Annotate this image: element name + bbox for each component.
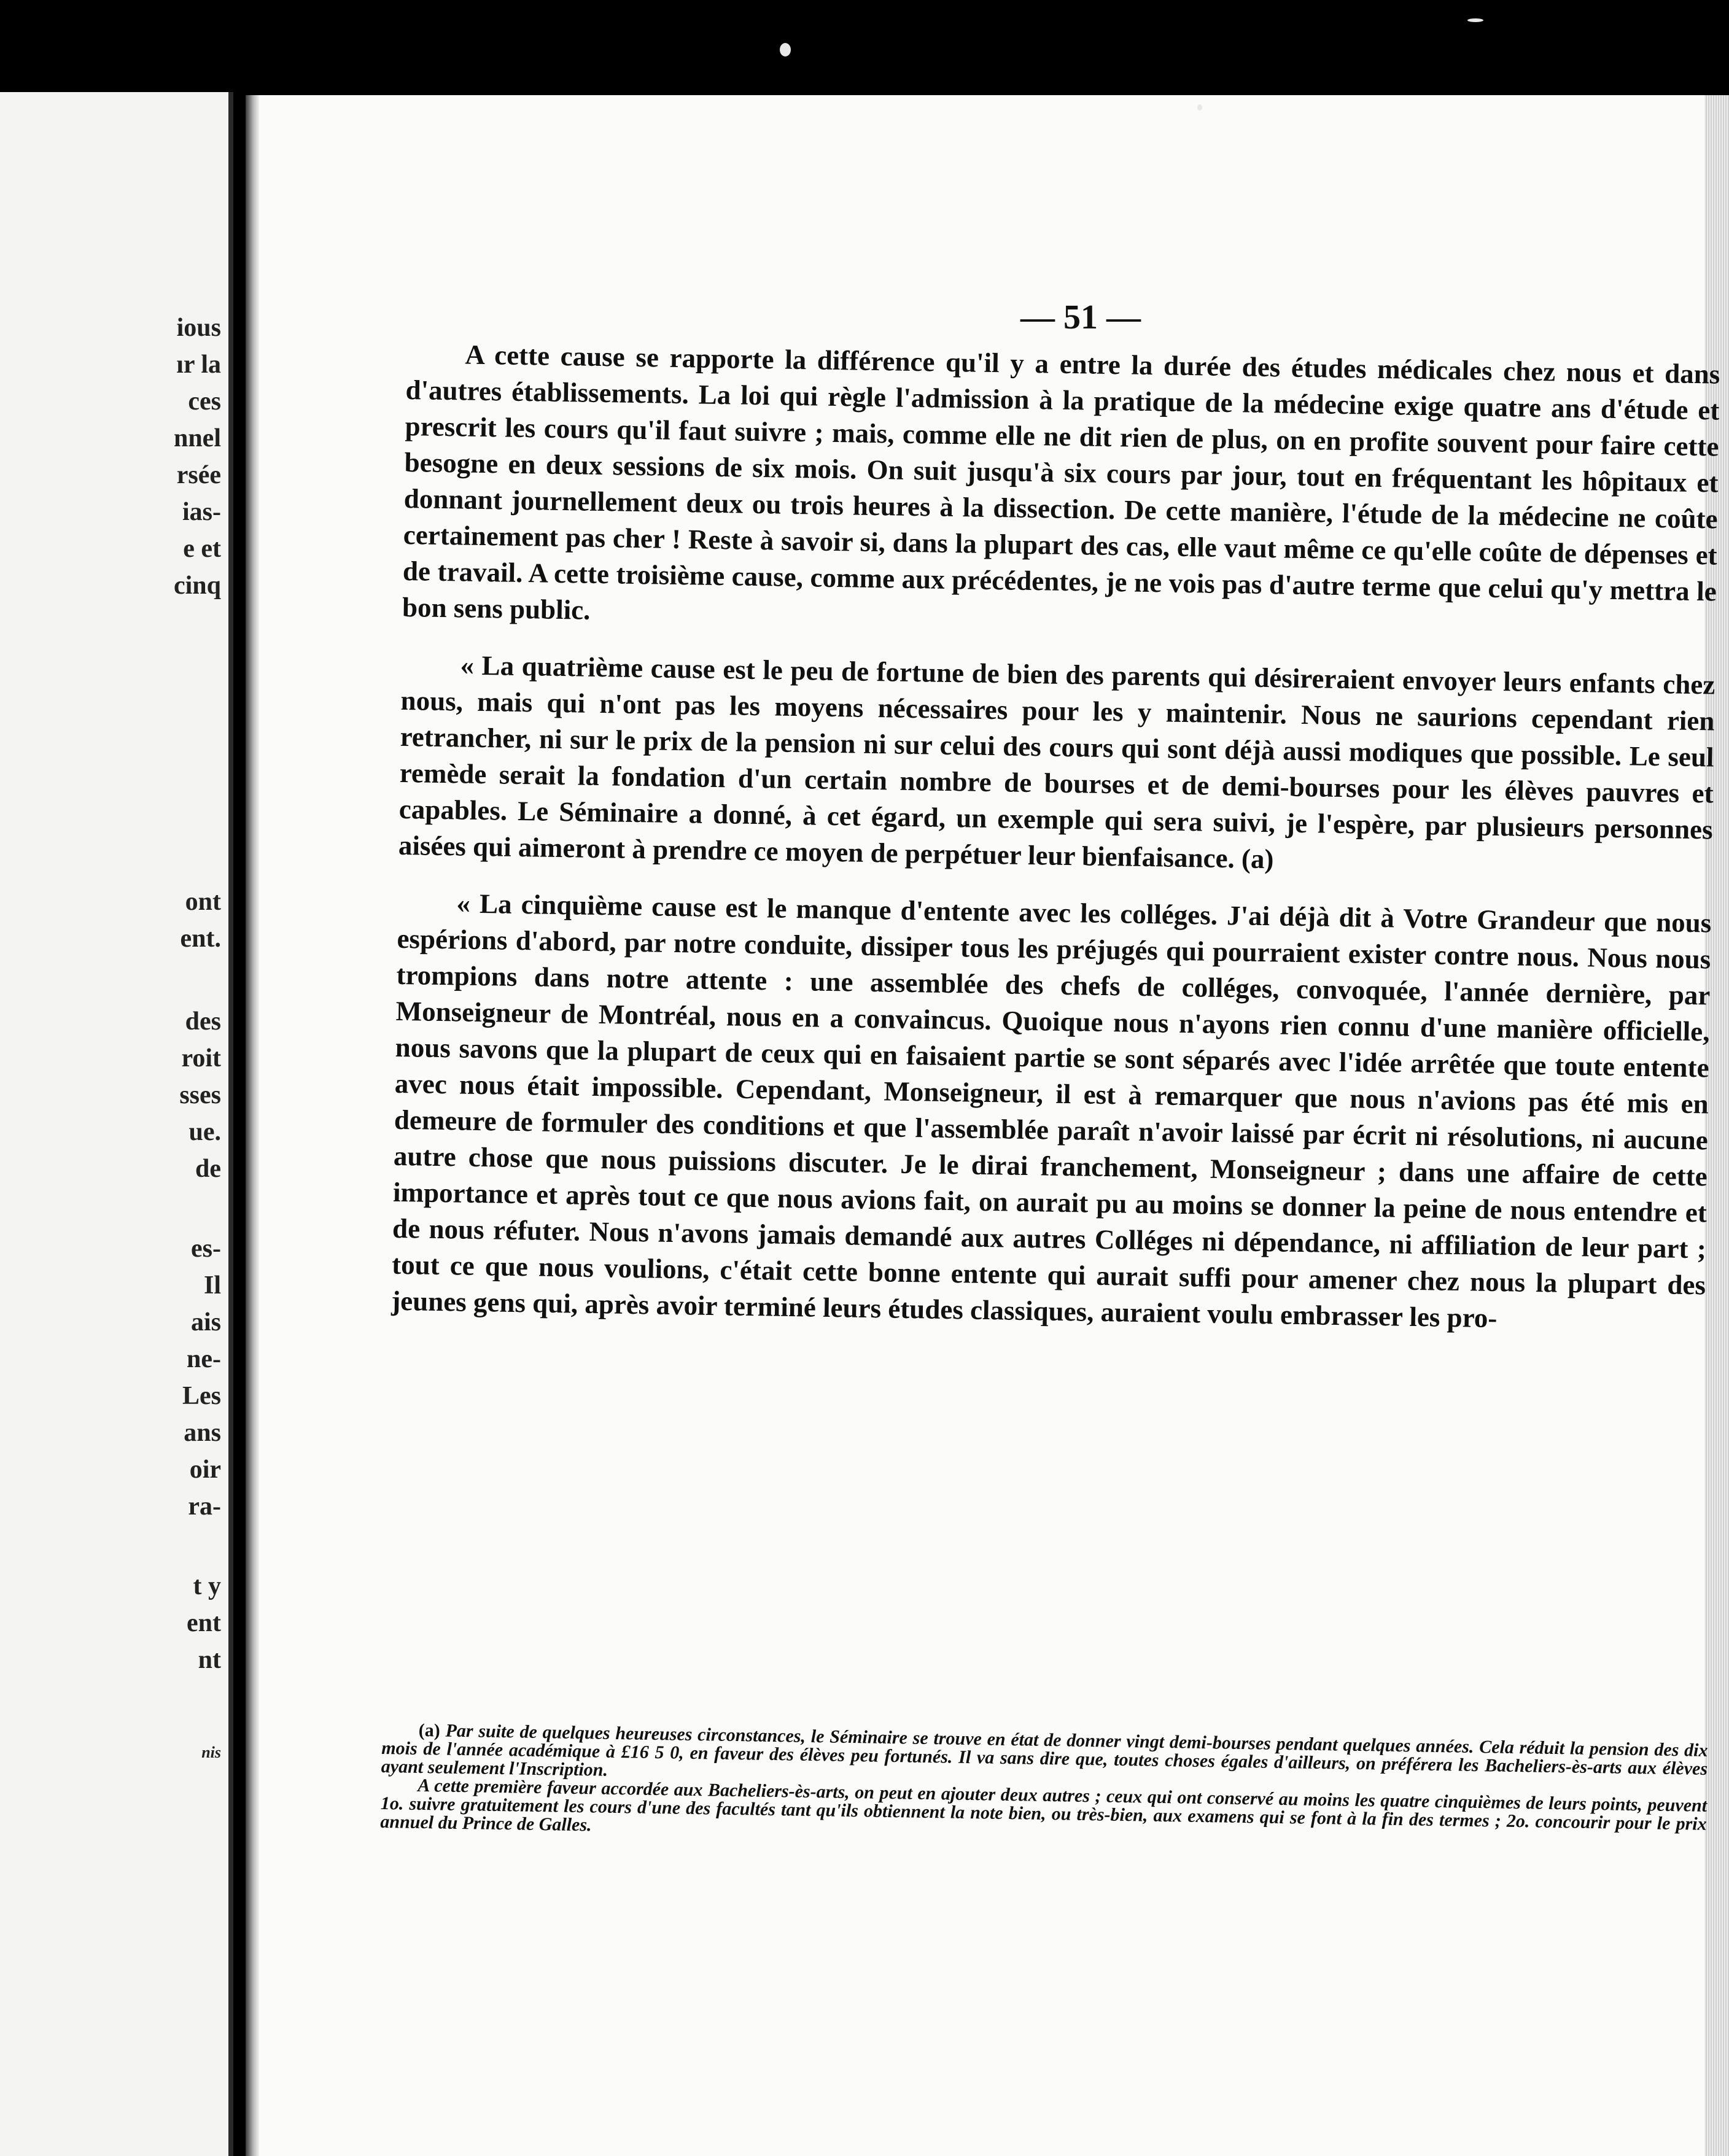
left-page-fragment: e et xyxy=(183,535,221,563)
left-page-fragment: roit xyxy=(181,1044,221,1072)
scan-speck xyxy=(780,43,791,56)
left-page-fragment: des xyxy=(185,1007,221,1036)
left-page-fragment: es- xyxy=(191,1235,221,1263)
left-page-fragment: nis xyxy=(201,1743,221,1761)
left-page-fragment: ces xyxy=(188,387,221,416)
left-page-fragment: ias- xyxy=(182,498,221,526)
left-page-fragment: ais xyxy=(190,1308,221,1336)
page-number: — 51 — xyxy=(1020,298,1141,336)
left-page-fragment: ent xyxy=(187,1609,221,1637)
page-spine xyxy=(246,95,259,2156)
left-page-fragment: ra- xyxy=(188,1492,221,1521)
left-page-fragment: ont xyxy=(185,888,221,916)
paragraph-2: « La quatrième cause est le peu de fortune de bien des parents qui désireraient envoyer leurs enfants chez nous, mais qui n'ont pas les moyens nécessaires pour les y maintenir. Nous ne saurions cependant rien retrancher, ni sur le prix de la pension ni sur celui des cours qui sont déjà aussi modiques que possible. Le seul remède serait la fondation d'un certain nombre de bourses et de demi-bourses pour les élèves pauvres et capables. Le Séminaire a donné, à cet égard, un exemple qui sera suivi, je l'espère, par plusieurs personnes aisées qui aimeront à prendre ce moyen de perpétuer leur bienfaisance. (a) xyxy=(398,650,1715,875)
left-page-fragment: oir xyxy=(189,1456,221,1484)
left-page xyxy=(0,92,233,2156)
left-page-fragment: ue. xyxy=(188,1118,221,1146)
footnote-mark: (a) xyxy=(418,1720,441,1741)
left-page-fragment: sses xyxy=(179,1081,221,1109)
paragraph-1: A cette cause se rapporte la différence qu'il y a entre la durée des études médicales chez nous et dans d'autres établissements. La loi qui règle l'admission à la pratique de la médecine exige quatre ans d'étude et prescrit les cours qu'il faut suivre ; mais, comme elle ne dit rien de plus, on en profite souvent pour faire cette besogne en deux sessions de six mois. On suit jusqu'à six cours par jour, tout en fréquentant les hôpitaux et donnant journellement deux ou trois heures à la dissection. De cette manière, l'étude de la médecine ne coûte certainement pas cher ! Reste à savoir si, dans la plupart des cas, elle vaut même ce qu'elle coûte de dépenses et de travail. A cette troisième cause, comme aux précédentes, je ne vois pas d'autre terme que celui qu'y mettra le bon sens public. xyxy=(402,339,1720,626)
scan-speck xyxy=(1197,104,1202,111)
left-page-fragment: de xyxy=(195,1155,221,1183)
left-page-fragment: ent. xyxy=(180,925,221,953)
left-page-fragment: nnel xyxy=(173,424,221,452)
footnote-a-text: Par suite de quelques heureuses circonstances, le Séminaire se trouve en état de donner vingt demi-bourses pendant quelques années. Cela réduit la pension des dix mois de l'année académique à £16 5 0, en faveur des élèves peu fortunés. Il va sans dire que, toutes choses égales d'ailleurs, on préférera les Bacheliers-ès-arts aux élèves ayant seulement l'Inscription. xyxy=(381,1720,1708,1780)
left-page-fragment: t y xyxy=(193,1572,221,1600)
right-page xyxy=(246,95,1729,2156)
left-page-fragment: cinq xyxy=(173,572,221,600)
footnote-continuation-text: A cette première faveur accordée aux Bacheliers-ès-arts, on peut en ajouter deux autres ; ceux qui ont conservé au moins les quatre cinquièmes de leurs points, peuvent 1o. suivre gratuitement les cours d'une des facultés tant qu'ils obtiennent la note bien, ou très-bien, aux examens qui se font à la fin des termes ; 2o. concourir pour le prix annuel du Prince de Galles. xyxy=(380,1775,1708,1836)
left-page-fragment: ans xyxy=(184,1419,221,1447)
left-page-fragment: ne- xyxy=(187,1345,221,1373)
body-text xyxy=(390,336,1720,1360)
left-page-fragment: ır la xyxy=(176,351,221,379)
left-page-fragment: ious xyxy=(176,314,221,342)
scan-speck xyxy=(1467,18,1483,22)
left-page-fragment: rsée xyxy=(176,461,221,489)
paragraph-3: « La cinquième cause est le manque d'entente avec les colléges. J'ai déjà dit à Votre Grandeur que nous espérions d'abord, par notre conduite, dissiper tous les préjugés qui pourraient exister contre nous. Nous nous trompions dans notre attente : une assemblée des chefs de colléges, convoquée, l'année dernière, par Monseigneur de Montréal, nous en a convaincus. Quoique nous n'ayons rien connu d'une manière officielle, nous savons que la plupart de ceux qui en faisaient partie se sont séparés avec l'idée arrêtée que toute entente avec nous était impossible. Cependant, Monseigneur, il est à remarquer que nous n'avions pas été mis en demeure de formuler des conditions et que l'assemblée paraît n'avoir laissé par écrit ni résolutions, ni aucune autre chose que nous puissions discuter. Je le dirai franchement, Monseigneur ; dans une affaire de cette importance et après tout ce que nous avions fait, on aurait pu au moins se donner la peine de nous entendre et de nous réfuter. Nous n'avons jamais demandé aux autres Colléges ni dépendance, ni affiliation de leur part ; tout ce que nous voulions, c'était cette bonne entente qui aurait suffi pour amener chez nous la plupart des jeunes gens qui, après avoir terminé leurs études classiques, auraient voulu embrasser les pro- xyxy=(390,888,1712,1334)
left-page-fragment: Les xyxy=(182,1382,221,1410)
left-page-fragment: nt xyxy=(198,1646,221,1674)
left-page-fragment: Il xyxy=(203,1271,221,1300)
footnotes xyxy=(380,1721,1708,1852)
